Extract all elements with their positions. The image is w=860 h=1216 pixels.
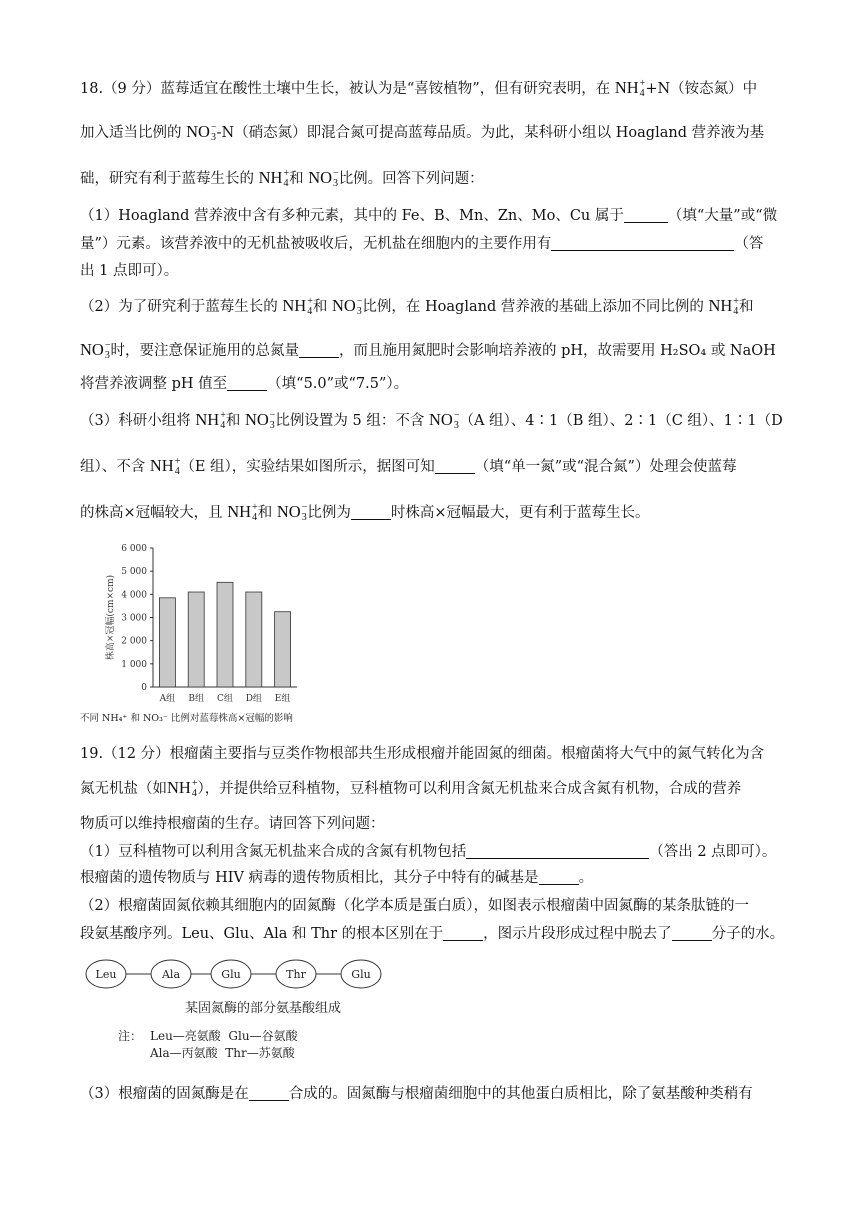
chem-nh4: NH + 4 [227,502,258,524]
chem-no3: NO − 3 [428,410,460,432]
x-tick-label: B组 [188,694,205,704]
amino-acid-label: Ala [161,968,181,981]
answer-blank[interactable] [299,343,339,358]
chain-note-2: Ala—丙氨酸 Thr—苏氨酸 [150,1046,295,1060]
answer-blank[interactable] [351,505,391,520]
answer-blank[interactable] [227,376,267,391]
chem-no3: NO − 3 [331,296,363,318]
y-tick-label: 3 000 [121,613,147,624]
answer-blank[interactable] [672,926,712,941]
y-tick-label: 5 000 [121,567,147,578]
q18-line-2: 加入适当比例的 NO − 3 -N（硝态氮）即混合氮可提高蓝莓品质。为此，某科研小组以 Hoagland 营养液为基 [80,122,765,144]
amino-acid-label: Glu [221,968,241,981]
answer-blank[interactable] [624,208,668,223]
chem-nh4: NH + 4 [614,78,646,100]
q18-part-3-line-3: 的株高×冠幅较大，且 NH + 4 和 NO − 3 比例为 时株高×冠幅最大，更有利于蓝莓生长。 [80,502,650,524]
q18-part-2-line-2: NO − 3 时，要注意保证施用的总氮量 ，而且施用氮肥时会影响培养液的 pH，故需要用 H₂SO₄ 或 NaOH [80,340,776,362]
chem-no3: NO − 3 [80,340,111,362]
bar [275,612,291,687]
chain-title: 某固氮酶的部分氨基酸组成 [184,1001,342,1016]
bar [217,582,233,687]
x-tick-label: A组 [159,694,176,704]
chem-nh4: NH + 4 [282,296,313,318]
amino-acid-label: Glu [351,968,371,981]
y-tick-label: 4 000 [121,590,147,601]
answer-blank[interactable] [466,844,649,859]
q19-line-2: 氮无机盐（如NH + 4 ），并提供给豆科植物，豆科植物可以利用含氮无机盐来合成含氮有机物，合成的营养 [80,778,742,800]
y-tick-label: 2 000 [121,636,147,647]
q19-line-3: 物质可以维持根瘤菌的生存。请回答下列问题： [80,816,385,832]
q18-line-3: 础，研究有利于蓝莓生长的 NH + 4 和 NO − 3 比例。回答下列问题： [80,168,484,190]
q19-part-1-line-1: （1）豆科植物可以利用含氮无机盐来合成的含氮有机物包括 （答出 2 点即可）。 [80,844,777,860]
y-tick-label: 6 000 [121,544,147,554]
answer-blank[interactable] [539,870,579,885]
bar-chart [75,538,375,728]
chem-nh4: NH + 4 [195,410,226,432]
x-tick-label: E组 [274,694,291,704]
q18-part-2-line-3: 将营养液调整 pH 值至 （填“5.0”或“7.5”）。 [80,376,409,392]
x-tick-label: C组 [217,694,233,704]
q19-part-2-line-2: 段氨基酸序列。Leu、Glu、Ala 和 Thr 的根本区别在于 ，图示片段形成过程中脱去了 分子的水。 [80,926,785,942]
chem-nh4: NH + 4 [258,168,290,190]
chem-no3: NO − 3 [244,410,276,432]
chain-note-1: Leu—亮氨酸 Glu—谷氨酸 [150,1029,298,1043]
amino-acid-chain-diagram [80,950,400,1070]
chem-no3: NO − 3 [186,122,217,144]
y-axis-label: 株高×冠幅(cm×cm) [106,574,116,661]
bar [159,598,175,687]
answer-blank[interactable] [435,459,475,474]
chem-nh4: NH + 4 [708,296,739,318]
amino-acid-label: Leu [95,968,117,981]
q18-part-3-line-1: （3）科研小组将 NH + 4 和 NO − 3 比例设置为 5 组：不含 NO − 3 （A 组）、4∶1（B 组）、2∶1（C 组）、1∶1（D [80,410,783,432]
chem-no3: NO − 3 [276,502,308,524]
x-tick-label: D组 [245,694,262,704]
q18-part-2-line-1: （2）为了研究利于蓝莓生长的 NH + 4 和 NO − 3 比例，在 Hoagland 营养液的基础上添加不同比例的 NH + 4 和 [80,296,754,318]
chem-nh4: NH + 4 [167,778,198,800]
answer-blank[interactable] [443,926,483,941]
q18-part-1-line-1: （1）Hoagland 营养液中含有多种元素，其中的 Fe、B、Mn、Zn、Mo、Cu 属于 （填“大量”或“微 [80,208,778,224]
chem-no3: NO − 3 [308,168,339,190]
q19-line-1: 19.（12 分）根瘤菌主要指与豆类作物根部共生形成根瘤并能固氮的细菌。根瘤菌将大气中的氮气转化为含 [80,746,765,762]
q18-part-1-line-3: 出 1 点即可）。 [80,263,179,279]
bar [246,592,262,687]
q19-part-2-line-1: （2）根瘤菌固氮依赖其细胞内的固氮酶（化学本质是蛋白质），如图表示根瘤菌中固氮酶的某条肽链的一 [80,898,749,914]
bar [188,592,204,687]
q19-part-1-line-2: 根瘤菌的遗传物质与 HIV 病毒的遗传物质相比，其分子中特有的碱基是 。 [80,870,594,886]
answer-blank[interactable] [551,236,734,251]
chain-note-label: 注： [118,1029,143,1043]
q19-part-3-line-1: （3）根瘤菌的固氮酶是在 合成的。固氮酶与根瘤菌细胞中的其他蛋白质相比，除了氨基酸种类稍有 [80,1086,753,1102]
q18-part-1-line-2: 量”）元素。该营养液中的无机盐被吸收后，无机盐在细胞内的主要作用有 （答 [80,236,764,252]
amino-acid-label: Thr [286,968,306,981]
q18-part-3-line-2: 组）、不含 NH + 4 （E 组），实验结果如图所示，据图可知 （填“单一氮”或“混合氮”）处理会使蓝莓 [80,456,737,478]
chart-caption: 不同 NH₄⁺ 和 NO₃⁻ 比例对蓝莓株高×冠幅的影响 [80,713,293,724]
answer-blank[interactable] [249,1086,289,1101]
y-tick-label: 0 [141,683,147,693]
y-tick-label: 1 000 [121,659,147,670]
chem-nh4: NH + 4 [149,456,181,478]
q18-line-1: 18.（9 分）蓝莓适宜在酸性土壤中生长，被认为是“喜铵植物”，但有研究表明，在 NH + 4 +N（铵态氮）中 [80,78,758,100]
